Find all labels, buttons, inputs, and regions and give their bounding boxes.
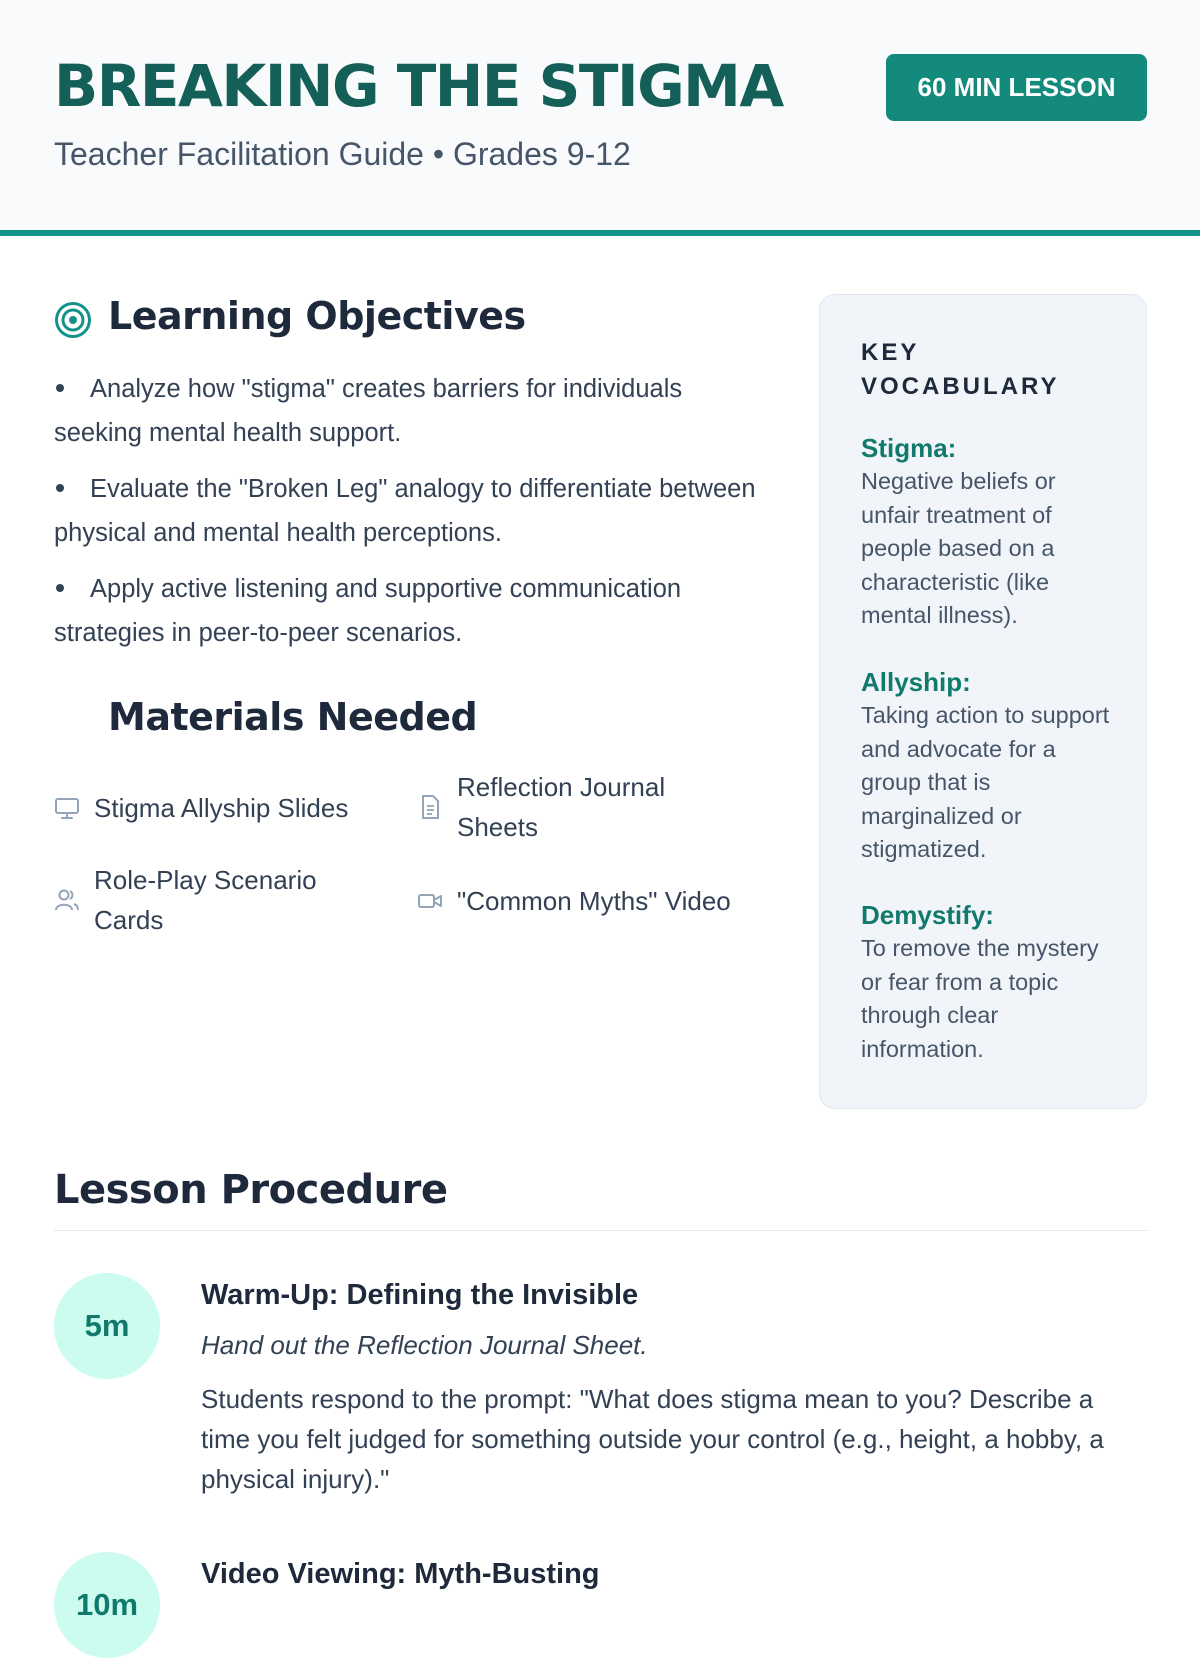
procedure-step bbox=[54, 1552, 1147, 1622]
video-icon bbox=[417, 888, 443, 914]
material-label: "Common Myths" Video bbox=[457, 886, 731, 916]
term-name: Stigma: bbox=[861, 433, 957, 463]
bullet-icon bbox=[56, 584, 64, 592]
step-title: Warm-Up: Defining the Invisible bbox=[201, 1279, 639, 1311]
vocab-term bbox=[861, 431, 1111, 633]
step-body: Students respond to the prompt: "What does stigma mean to you? Describe a time you felt judged for something outside your control (e.g., height, a hobby, a physical injury)." bbox=[201, 1384, 1104, 1494]
document-icon bbox=[417, 794, 443, 820]
users-icon bbox=[54, 887, 80, 913]
duration-circle: 10m bbox=[54, 1552, 160, 1658]
objective-item bbox=[54, 367, 774, 455]
material-item bbox=[54, 788, 384, 828]
page-subtitle: Teacher Facilitation Guide • Grades 9-12 bbox=[54, 136, 631, 172]
procedure-step bbox=[54, 1273, 1147, 1513]
page-title: BREAKING THE STIGMA bbox=[54, 52, 783, 120]
step-instruction: Hand out the Reflection Journal Sheet. bbox=[201, 1330, 648, 1360]
vocab-term bbox=[861, 665, 1111, 867]
material-item bbox=[417, 881, 777, 921]
vocabulary-heading: KEY VOCABULARY bbox=[861, 339, 1060, 400]
material-item bbox=[417, 767, 757, 847]
material-label: Role-Play Scenario Cards bbox=[94, 865, 317, 935]
objectives-list bbox=[54, 367, 774, 667]
bullet-icon bbox=[56, 384, 64, 392]
term-definition: Negative beliefs or unfair treatment of people based on a characteristic (like mental illness). bbox=[861, 468, 1056, 628]
objective-item bbox=[54, 467, 774, 555]
objective-item bbox=[54, 567, 774, 655]
term-name: Allyship: bbox=[861, 667, 971, 697]
vocabulary-card bbox=[819, 294, 1147, 1109]
vocab-term bbox=[861, 898, 1111, 1066]
monitor-icon bbox=[54, 795, 80, 821]
term-definition: Taking action to support and advocate for a group that is marginalized or stigmatized. bbox=[861, 702, 1110, 862]
duration-circle: 5m bbox=[54, 1273, 160, 1379]
duration-badge: 60 MIN LESSON bbox=[886, 54, 1147, 121]
material-item bbox=[54, 860, 384, 940]
material-label: Reflection Journal Sheets bbox=[457, 772, 666, 842]
term-name: Demystify: bbox=[861, 900, 994, 930]
objective-text: Apply active listening and supportive communication strategies in peer-to-peer scenarios. bbox=[54, 575, 682, 647]
term-definition: To remove the mystery or fear from a topic through clear information. bbox=[861, 935, 1099, 1062]
step-title: Video Viewing: Myth-Busting bbox=[201, 1558, 600, 1590]
page-header bbox=[0, 0, 1200, 236]
bullet-icon bbox=[56, 484, 64, 492]
objectives-heading: Learning Objectives bbox=[108, 294, 526, 338]
materials-heading: Materials Needed bbox=[108, 695, 478, 739]
material-label: Stigma Allyship Slides bbox=[94, 793, 349, 823]
section-divider bbox=[54, 1230, 1147, 1231]
procedure-heading: Lesson Procedure bbox=[54, 1167, 448, 1213]
objective-text: Evaluate the "Broken Leg" analogy to differentiate between physical and mental health perceptions. bbox=[54, 475, 756, 547]
target-icon bbox=[54, 301, 92, 339]
objective-text: Analyze how "stigma" creates barriers for individuals seeking mental health support. bbox=[54, 375, 683, 447]
